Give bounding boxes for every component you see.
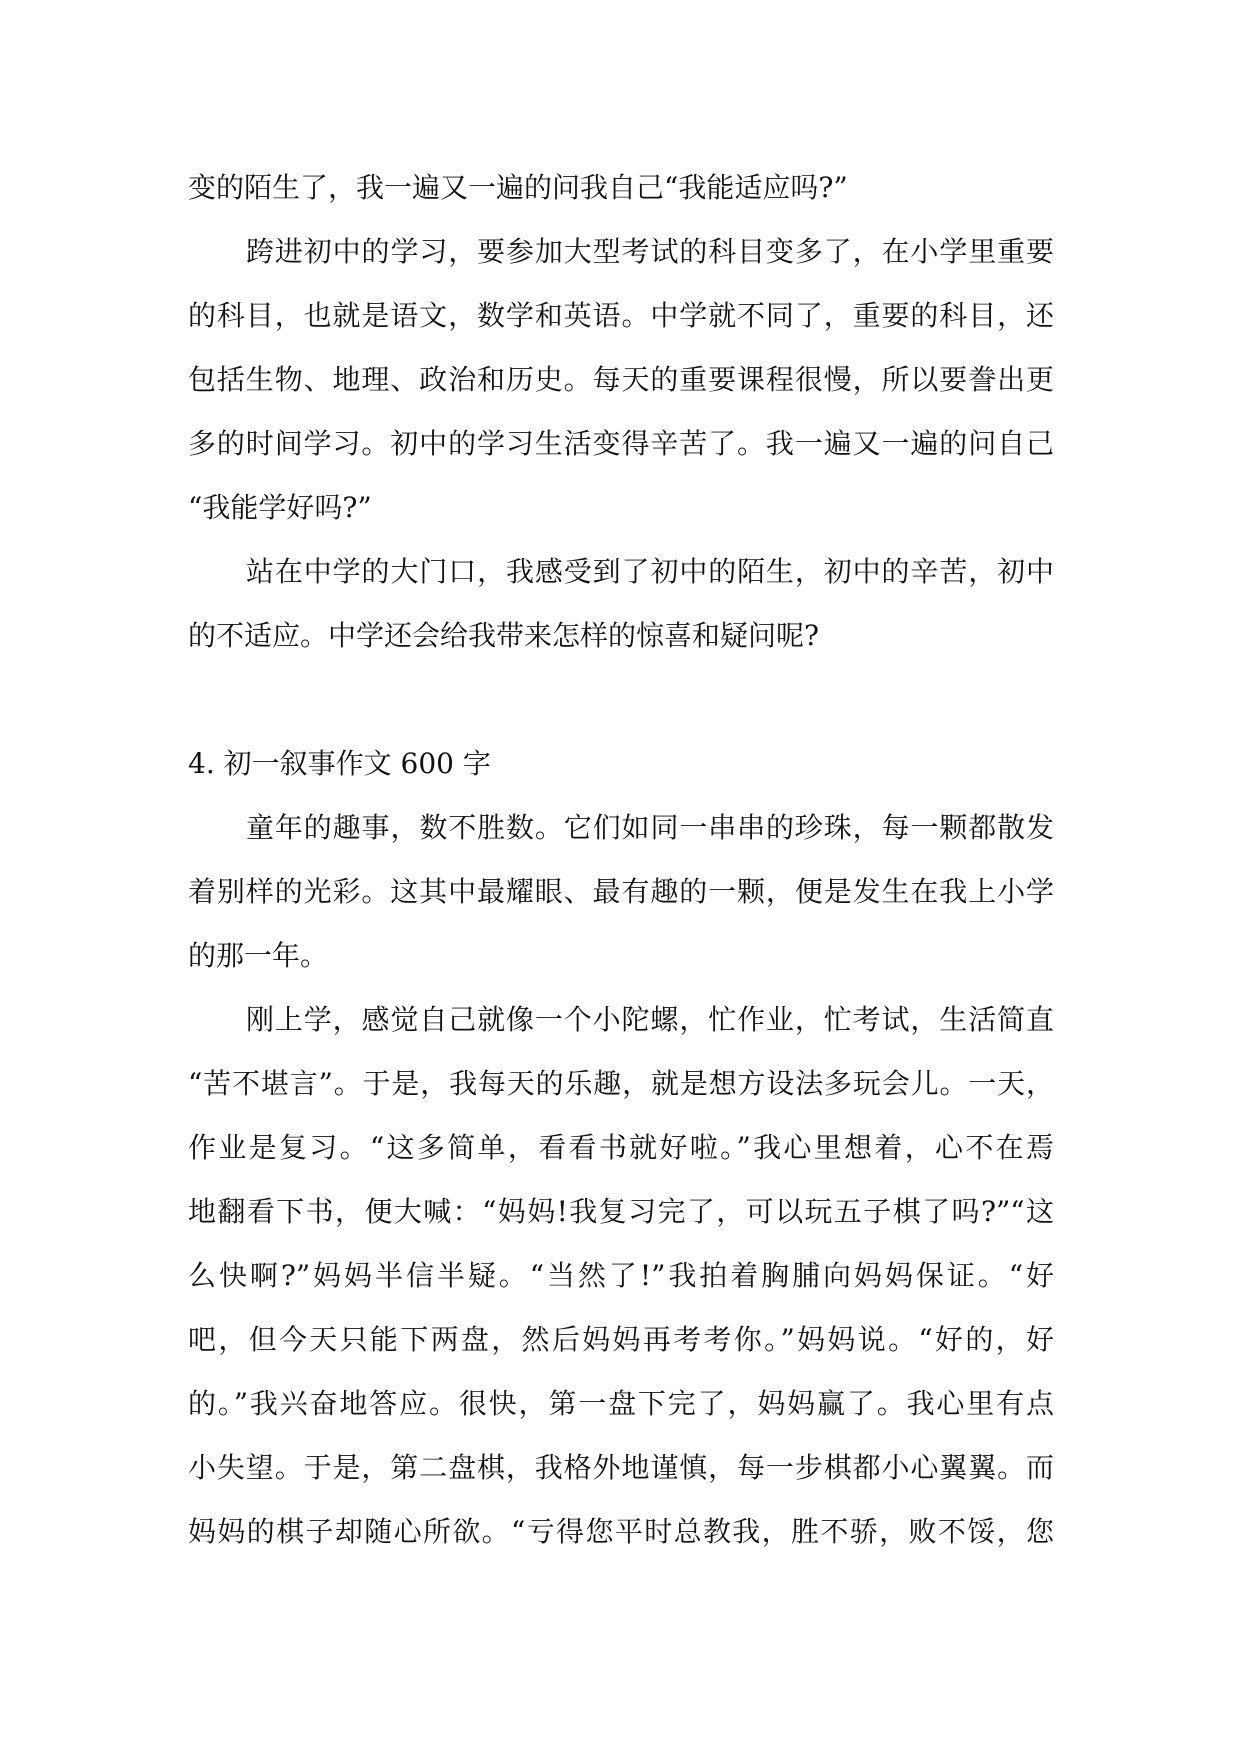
text-line: 小失望。于是，第二盘棋，我格外地谨慎，每一步棋都小心翼翼。而 [188, 1451, 1054, 1484]
text-line: 包括生物、地理、政治和历史。每天的重要课程很慢，所以要誊出更 [188, 363, 1054, 396]
text-line: 妈妈的棋子却随心所欲。“亏得您平时总教我，胜不骄，败不馁，您 [188, 1515, 1054, 1548]
text-line: 着别样的光彩。这其中最耀眼、最有趣的一颗，便是发生在我上小学 [188, 875, 1054, 908]
text-line: 么快啊?”妈妈半信半疑。“当然了!”我拍着胸脯向妈妈保证。“好 [188, 1259, 1054, 1292]
text-line: 作业是复习。“这多简单，看看书就好啦。”我心里想着，心不在焉 [188, 1131, 1054, 1164]
text-line: 的那一年。 [188, 939, 329, 972]
text-line: 多的时间学习。初中的学习生活变得辛苦了。我一遍又一遍的问自己 [188, 427, 1054, 460]
text-line: 吧，但今天只能下两盘，然后妈妈再考考你。”妈妈说。“好的，好 [188, 1323, 1054, 1356]
paragraph-first-line: 跨进初中的学习，要参加大型考试的科目变多了，在小学里重要 [246, 235, 1054, 268]
text-line: 的不适应。中学还会给我带来怎样的惊喜和疑问呢? [188, 619, 820, 652]
text-line: 的。”我兴奋地答应。很快，第一盘下完了，妈妈赢了。我心里有点 [188, 1387, 1054, 1420]
text-line: 的科目，也就是语文，数学和英语。中学就不同了，重要的科目，还 [188, 299, 1054, 332]
text-line: “我能学好吗?” [188, 491, 372, 524]
text-line: “苦不堪言”。于是，我每天的乐趣，就是想方设法多玩会儿。一天， [188, 1067, 1054, 1100]
text-line: 地翻看下书，便大喊：“妈妈!我复习完了，可以玩五子棋了吗?”“这 [188, 1195, 1054, 1228]
paragraph-first-line: 站在中学的大门口，我感受到了初中的陌生，初中的辛苦，初中 [246, 555, 1054, 588]
text-line: 变的陌生了，我一遍又一遍的问我自己“我能适应吗?” [188, 171, 848, 204]
section-heading: 4. 初一叙事作文 600 字 [188, 747, 491, 780]
paragraph-first-line: 刚上学，感觉自己就像一个小陀螺，忙作业，忙考试，生活简直 [246, 1003, 1054, 1036]
paragraph-first-line: 童年的趣事，数不胜数。它们如同一串串的珍珠，每一颗都散发 [246, 811, 1054, 844]
